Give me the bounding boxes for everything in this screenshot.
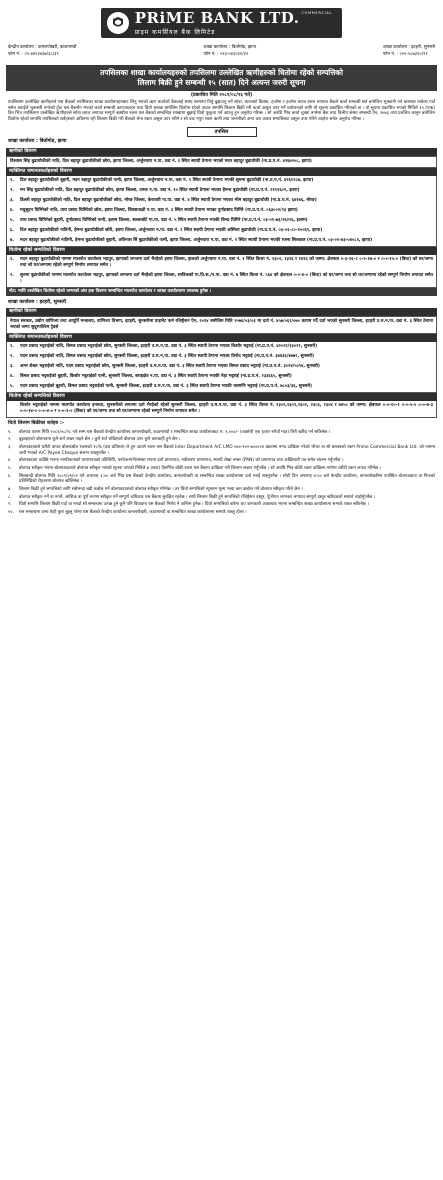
condition-item-text: बोलपत्र फारम मिति २०८१/०८/२८ गते सम्म यस बैंकको केन्द्रीय कार्यालय कमलपोखरी, काठमाण्डौ र सम्बन्धित शाखा कार्यालयबाट रु. १,०००/- (अक्षरेपी एक हजार रुपैयाँ मात्र) तिरी खरिद गर्न सकिनेछ । <box>19 429 331 435</box>
borrower-heading: ऋणीको विवरण <box>6 308 437 316</box>
intro-paragraph: तपसिलमा उल्लेखित ऋणीहरुले यस बैंकको तपसिलका शाखा कार्यालयहरुबाट लिनु भएको ऋण कर्जाको बैंकलाई समय समयमा तिर्नु बुझाउनु पर्ने सांवा, ब्याजको किस्ता, हर्जाना र हर्जाना ब्याज रकम लगायत बैंकले कर्जा सम्बन्धी सर्त बमोजिम भुक्तानी गर्न बारम्बार ताकेता गर्दा समेत तपाईंले भुक्तानी नगरेको हुँदा यस बैंकसँग भएको कर्जा सम्बन्धी कागजातहरु तथा धितो बन्धक बमोजिम धितोमा रहेको अचल सम्पत्ति लिलाम बिक्री गरी कर्जा असुल उपर गर्ने प्रयोजनको लागि यो सूचना प्रकाशित गरिएको छ । यो सूचना प्रकाशित भएको मितिले १५ (पन्ध्र) दिन भित्र तपसिलमा उल्लेखित ऋणीहरुले साँवा ब्याज लगायत सम्पूर्ण बक्यौता रकम यस बैंकको सम्बन्धित शाखामा बुझाई धितो फुकुवा गर्न आउनु हुन अनुरोध गरिन्छ । सो अवधि भित्र कर्जा चुक्ता नगरेमा बैंक तथा वित्तीय संस्था सम्बन्धी ऐन, २०७३ तथा प्रचलित कानुन बमोजिम धितोमा रहेको सम्पत्ति तपसिलको शर्तहरुको अधिनमा रही लिलाम बिक्री गरी बैंकको लेना रकम असुल उपर गरिने र सो बाट नपुग रकम ऋणी तथा जमानीको अन्य चल अचल सम्पत्तिबाट असुल उपर गरिने व्यहोरा समेत अनुरोध गरिन्छ । <box>8 100 435 123</box>
bank-logo <box>101 8 342 38</box>
birtamod-office: शाखा कार्यालय : बिर्तामोड, झापा <box>203 45 256 50</box>
condition-item-text: लिलाम बिक्री हुने सम्पत्तिको लागि सबैभन्दा बढी कबोल गर्ने बोलपत्रदाताको बोलपत्र स्वीकृत गरिनेछ । तर धितो सम्पत्तिको न्यूनतम मूल्य भन्दा कम कबोल गर्ने बोलपत्र स्वीकृत गरिने छैन । <box>19 487 303 493</box>
borrower-details: नेपाल सरकार, उद्योग वाणिज्य तथा आपूर्ति मन्त्रालय, वाणिज्य विभाग, इटहरी, सुनसरीमा प्राइभेट फर्म रजिष्ट्रेशन ऐन, २०१४ बमोजिम मिति २०७४/०३/०३ मा दर्ता नं. ४५७/०६९/०७० कायम गर्दै दर्ता भएको सुनसरी जिल्ला, इटहरी उ.म.न.पा. वडा नं. ६ स्थित ठेगाना भएको जग्गा सुदूरपश्चिम ट्रेडर्स <box>6 316 437 334</box>
guarantor-item <box>6 342 437 352</box>
guarantor-item-number: ४. <box>10 207 14 213</box>
condition-item <box>6 501 437 509</box>
guarantor-item-text: पदम प्रसाद भट्टराईको बुहारी, बिमल प्रसाद भट्टराईको पत्नी, सुनसरी जिल्ला, इटहरी उ.म.न.पा. वडा नं. ३ स्थित स्थायी ठेगाना भएकी यशमणि भट्टराई (ना.प्र.प.नं. ७८०३/३६, सुनसरी) <box>20 384 313 390</box>
collateral-item <box>6 255 437 271</box>
guarantor-item-number: १. <box>10 344 14 350</box>
branch-itahari-heading: शाखा कार्यालय : इटहरी, सुनसरी <box>8 299 66 305</box>
borrower-details: विश्वास सिंह बुढाथोकीको नाति, दिल बहादुर बुढाथोकीको छोरा, झापा जिल्ला, अर्जुनधारा न.पा. वडा नं. १ स्थित स्थायी ठेगाना भएको मदन बहादुर बुढाथोकी (ना.प्र.प.नं. ४२६७२०८, झापा) <box>6 156 437 168</box>
logo-row <box>6 3 437 43</box>
guarantor-item <box>6 176 437 186</box>
guarantor-item-text: दिल बहादुर बुढाथोकीको नातिनी, हेमन्त बुढाथोकीको छोरी, झापा जिल्ला, अर्जुनधारा न.पा. वडा नं. १ स्थित स्थायी ठेगाना भएकी अस्मिता बुढाथोकी (ना.प्र.प.नं. ०३-०१-८०-१००६९, झापा) <box>20 227 323 233</box>
guarantor-item-text: डिल्ली बहादुर बुढाथोकीको नाति, दिल बहादुर बुढाथोकीको छोरा, मोरङ जिल्ला, केरावारी गा.पा. वडा नं. ४ स्थित स्थायी ठेगाना भएका भीम बहादुर बुढाथोकी (ना.प्र.प.नं. ६४१७६, मोरङ) <box>20 198 317 203</box>
condition-item-text: बोलपत्र स्वीकृत भएमा बोलपत्रदाताले बोलपत्र स्वीकृत भएको सूचना पाएको मितिले ७ (सात) दिनभित्र बाँकी रकम यस बैंकमा दाखिला गरी लिलाम सकार गर्नुपर्नेछ । सो अवधि भित्र बाँकी रकम दाखिला नगरेमा धरौटी रकम जफत गरिनेछ । <box>19 466 382 472</box>
condition-item-text: बोलपत्र स्वीकृत गर्ने वा नगर्ने, आंशिक वा पूर्ण रूपमा स्वीकृत गर्ने सम्पूर्ण अधिकार यस बैंकमा सुरक्षित रहनेछ । साथै लिलाम बिक्री हुने सम्पत्तिको रजिष्ट्रेशन दस्तुर, पूँजीगत लाभकर लगायत सम्पूर्ण दस्तुर खरिदकर्ता स्वयंले व्यहोर्नुपर्नेछ । <box>19 494 376 500</box>
guarantor-item-number: ७. <box>10 237 14 243</box>
guarantor-item-number: ३. <box>10 364 14 370</box>
guarantor-item <box>6 226 437 236</box>
guarantor-item-text: अमर शेखर भट्टराईको नाति, पदम प्रसाद भट्टराईको छोरा, सुनसरी जिल्ला, इटहरी उ.म.न.पा. वडा नं. ३ स्थित स्थायी ठेगाना भएका बिमल प्रसाद भट्टराई (ना.प्र.प.नं. ३०२४/५०९४, सुनसरी) <box>20 364 320 370</box>
guarantor-item <box>6 216 437 226</box>
guarantor-item-text: दिल बहादुर बुढाथोकीको बुहारी, मदन बहादुर बुढाथोकीको पत्नी, झापा जिल्ला, अर्जुनधारा न.पा. वडा नं. १ स्थित स्थायी ठेगाना भएकी सुरुमा बुढाथोकी (ना.प्र.प.नं. ४२६१२८७, झापा) <box>20 178 314 184</box>
condition-item-number: ३. <box>8 445 12 450</box>
condition-item-text: बोलपत्रदाता व्यक्ति भएमा नागरिकताको प्रमाणपत्रको प्रतिलिपि, फर्म/कम्पनी/संस्था भएमा दर्ता प्रमाणपत्र, नवीकरण प्रमाणपत्र, स्थायी लेखा नम्बर (PAN) को प्रमाणपत्र तथा अख्तियारी पत्र समेत संलग्न गर्नुपर्नेछ । <box>19 458 344 464</box>
guarantor-item <box>6 186 437 196</box>
guarantor-item <box>6 206 437 216</box>
collateral-item-text: सुरुमा बुढाथोकीको नाममा मालपोत कार्यालय भद्रपुर, झापाको लगतमा दर्ता भैरहेको झापा जिल्ला, साविकको गा.वि.स./न.पा. वडा नं. ७ स्थित कित्ता नं. ५६४ को क्षेत्रफल ०-०-४-० (बिघा) को घर/जग्गा तथा सो घर/जग्गामा रहेको सम्पूर्ण निर्माण लगायत समेत । <box>20 272 433 284</box>
condition-item <box>6 429 437 437</box>
condition-item-number: २. <box>8 437 12 443</box>
borrower-heading: ऋणीको विवरण <box>6 148 437 156</box>
guarantor-item <box>6 196 437 206</box>
condition-item <box>6 473 437 486</box>
collateral-item-number: २. <box>10 272 14 278</box>
collateral-heading: धितोमा रहेको सम्पत्तिको विवरण <box>6 393 437 401</box>
guarantor-heading: व्यक्तिगत जमानतकर्ताहरुको विवरण <box>6 168 437 176</box>
collateral-item-text: किशोर भट्टराईको नाममा मालपोत कार्यालय इनरुवा, सुनसरीको लगतमा दर्ता भैरहेको रहेको सुनसरी जिल्ला, इटहरी उ.म.न.पा. वडा नं. ३ स्थित कित्ता नं. १३०२,१३०९,२३०२, २३०३, २३०४ र ७४५० को जम्मा: क्षेत्रफल ०-०-१०-१ ०-०-५-० ०-०-७-३ ०-०-१४-० ०-०-४-० र ०-०-१-० (बिघा) को घर/जग्गा तथा सो घर/जग्गामा रहेको सम्पूर्ण निर्माण लगायत समेत । <box>20 403 433 415</box>
condition-item-text: सिलबन्दी बोलपत्र मिति २०८१/०९/०२ गते अपरान्ह ३:०० बजे भित्र यस बैंकको केन्द्रीय कार्यालय, कमलपोखरी वा सम्बन्धित शाखा कार्यालयमा दर्ता गराई सक्नुपर्नेछ । सोही दिन अपरान्ह ४:०० बजे केन्द्रीय कार्यालय, कमलपोखरीमा उपस्थित बोलपत्रदाता वा निजको प्रतिनिधिको रोहवरमा बोलपत्र खोलिनेछ । <box>19 473 435 485</box>
guarantor-item-number: २. <box>10 188 14 194</box>
collateral-heading: धितोमा रहेको सम्पत्तिको विवरण <box>6 247 437 255</box>
condition-item <box>6 465 437 473</box>
itahari-phone: फोन नं. : ०२५-५८७३१०/११ <box>383 51 428 57</box>
guarantor-heading: व्यक्तिगत जमानतकर्ताहरुको विवरण <box>6 334 437 342</box>
condition-item-text: यस सम्बन्धमा अन्य केही कुरा बुझ्नु परेमा यस बैंकको केन्द्रीय कार्यालय कमलपोखरी, काठमाण्डौ वा सम्बन्धित शाखा कार्यालयमा सम्पर्क राख्नु होला । <box>19 510 247 516</box>
guarantor-item-number: ५. <box>10 384 14 390</box>
condition-item <box>6 494 437 502</box>
guarantor-item <box>6 352 437 362</box>
guarantor-item-number: २. <box>10 354 14 360</box>
conditions-heading: धितो लिलाम बिक्रीका शर्तहरु :- <box>8 421 64 427</box>
condition-item-number: १०. <box>8 510 14 516</box>
condition-item-number: ४. <box>8 458 12 464</box>
central-phone: फोन नं. : ०१-४४२३४३७/३८/३९ <box>8 51 59 57</box>
collateral-item <box>6 271 437 288</box>
branch-birtamod-heading: शाखा कार्यालय : बिर्तामोड, झापा <box>8 139 67 145</box>
guarantor-item-number: ४. <box>10 374 14 380</box>
guarantor-item-number: ३. <box>10 198 14 203</box>
bank-name: PRiME BANK LTD. <box>134 8 300 27</box>
collateral-list <box>6 401 437 418</box>
bank-name-nepali: प्राइम कमर्सियल बैंक लिमिटेड <box>134 29 216 37</box>
guarantor-list <box>6 342 437 393</box>
condition-item <box>6 457 437 465</box>
condition-item-text: धितो सम्पत्ति लिलाम बिक्री गर्दा वा नगर्दा सो सम्बन्धमा उत्पन्न हुने कुनै पनि विवादमा यस बैंकको निर्णय नै अन्तिम हुनेछ । धितो सम्पत्तिको बारेमा थप जानकारी आवश्यक भएमा सम्बन्धित शाखा कार्यालयमा सम्पर्क राख्न सकिनेछ । <box>19 502 369 508</box>
birtamod-phone: फोन नं. : ०२३-५४३०३१/३२ <box>203 51 249 57</box>
guarantor-item <box>6 372 437 382</box>
guarantor-item-text: मधुसूदन घिमिरेको नाति, तारा प्रसाद घिमिरेको छोरा, झापा जिल्ला, शिवसताक्षी न.पा. वडा नं. ३ स्थित स्थायी ठेगाना भएका दुर्गाप्रसाद घिमिरे (ना.प्र.प.नं. ०६३००२/२३ झापा) <box>20 207 298 213</box>
notice-title-line1: तपसिलका शाखा कार्यालयहरुको तपसिलमा उल्लेखित ऋणीहरुको धितोमा रहेको सम्पत्तिको <box>100 68 343 77</box>
condition-item-text: बुझाइएको बोलपत्रमा कुनै शर्त राख्न पाइने छैन । कुनै शर्त राखिएको बोलपत्र उपर कुनै कारवाही हुने छैन । <box>19 437 181 443</box>
condition-item <box>6 436 437 444</box>
guarantor-item-number: १. <box>10 178 14 184</box>
collateral-item-number <box>10 403 17 415</box>
guarantor-item-text: पदम प्रसाद भट्टराईको नाति, बिमल प्रसाद भट्टराईको छोरा, सुनसरी जिल्ला, इटहरी उ.म.न.पा. वडा नं. ३ स्थित स्थायी ठेगाना भएका विनोद भट्टराई (ना.प्र.प.नं. ३७४३६/४७७२, सुनसरी) <box>20 354 314 360</box>
office-addresses <box>6 43 437 65</box>
condition-item <box>6 444 437 457</box>
guarantor-item-text: तारा प्रसाद घिमिरेको बुहारी, दुर्गाप्रसाद घिमिरेको पत्नी, इलाम जिल्ला, सल्लाबोटे गा.पा. वडा नं. ५ स्थित स्थायी ठेगाना भएकी बिन्दा घिमिरे (ना.प्र.प.नं. ०३-०१-७३/२६२२६, इलाम) <box>20 217 308 223</box>
condition-item <box>6 486 437 494</box>
collateral-item <box>6 401 437 418</box>
condition-item-number: ६. <box>8 473 12 479</box>
schedule-tag: तपसिल <box>187 127 257 138</box>
guarantor-item <box>6 382 437 393</box>
guarantor-list <box>6 176 437 247</box>
notice-title-line2: लिलाम बिक्री हुने सम्बन्धी १५ (सात) दिने अत्यन्त जरुरी सूचना <box>137 77 306 87</box>
guarantor-item-text: पदम प्रसाद भट्टराईको नाति, बिमल प्रसाद भट्टराईको छोरा, सुनसरी जिल्ला, इटहरी उ.म.न.पा. वडा नं. ३ स्थित स्थायी ठेगाना भएका किशोर भट्टराई (ना.प्र.प.नं. ४२०२१/१३०२९, सुनसरी) <box>20 344 318 350</box>
guarantor-item-number: ५. <box>10 217 14 223</box>
conditions-list <box>6 429 437 517</box>
condition-item-number: ७. <box>8 487 12 493</box>
collateral-list <box>6 255 437 288</box>
condition-item-text: बोलपत्रदाताले धरौटी बापत बोलकबोल रकमको १०% (दश प्रतिशत) ले हुन आउने रकम यस बैंकको Inter Department A/C LMO ०७०-१०१-७०००२४ खातामा नगद दाखिला गरेको भौचर वा सो बराबरको रकम Prime Commercial Bank Ltd. को नाममा जारी भएको A/C Payee Cheque संलग्न राख्नुपर्नेछ । <box>19 445 435 456</box>
collateral-item-text: मदन बहादुर बुढाथोकीको नाममा मालपोत कार्यालय भद्रपुर, झापाको लगतमा दर्ता भैरहेको झापा जिल्ला, हालको अर्जुनधारा न.पा. वडा नं. १ स्थित कित्ता नं. १३०२, १३१६ र १४१६ को जम्मा: क्षेत्रफल ०-३-१६-२ ०-२-१७-० र ०-०-१५-० (बिघा) को घर/जग्गा तथा सो घर/जग्गामा रहेको सम्पूर्ण निर्माण लगायत समेत । <box>20 257 433 268</box>
collateral-item-number: १. <box>10 257 14 263</box>
itahari-office: शाखा कार्यालय : इटहरी, सुनसरी <box>383 45 435 50</box>
publication-date: (प्रकाशित मिति २०८१/०८/१६ गते) <box>190 92 253 98</box>
guarantor-item-number: ६. <box>10 227 14 233</box>
condition-item-number: ८. <box>8 494 12 500</box>
guarantor-item-text: मदन बहादुर बुढाथोकीको नातिनी, हेमन्त बुढाथोकीको बुहारी, अविनाश सिं बुढाथोकीको पत्नी, झापा जिल्ला, अर्जुनधारा न.पा. वडा नं. १ स्थित स्थायी ठेगाना भएकी रजना सिलवाल (ना.प्र.प.नं. ०३-०१-७३-०४०८१, झापा) <box>20 237 373 243</box>
central-office: केन्द्रीय कार्यालय : कमलपोखरी, काठमाण्डौ <box>8 45 77 50</box>
notice-title <box>6 65 437 91</box>
condition-item-number: १. <box>8 429 12 435</box>
condition-item-number: ९. <box>8 502 12 508</box>
guarantor-item <box>6 362 437 372</box>
guarantor-item-text: बिमल प्रसाद भट्टराईको बुहारी, किशोर भट्टराईको पत्नी, सुनसरी जिल्ला, बराहक्षेत्र न.पा. वडा नं. ३ स्थित स्थायी ठेगाना भएकी नेहा भट्टराई (ना.प्र.प.नं. २३३६६५, सुनसरी) <box>20 374 292 380</box>
collateral-note: नोट: माथि उल्लेखित धितोमा रहेको जग्गाको अंश हक विवरण सम्बन्धित मालपोत कार्यालय र शाखा कार्यालयमा उपलब्ध हुनेछ । <box>6 288 437 296</box>
condition-item-number: ५. <box>8 466 12 472</box>
bank-emblem-icon <box>107 12 129 34</box>
condition-item <box>6 509 437 517</box>
guarantor-item-text: मन सिंह बुढाथोकीको नाति, दिल बहादुर बुढाथोकीको छोरा, झापा जिल्ला, दमक न.पा. वडा नं. १० स्थित स्थायी ठेगाना भएका हेमन्त बुढाथोकी (ना.प्र.प.नं. २१११६०२, झापा) <box>20 188 300 194</box>
guarantor-item <box>6 236 437 247</box>
bank-name-small: COMMERCIAL <box>301 10 333 15</box>
